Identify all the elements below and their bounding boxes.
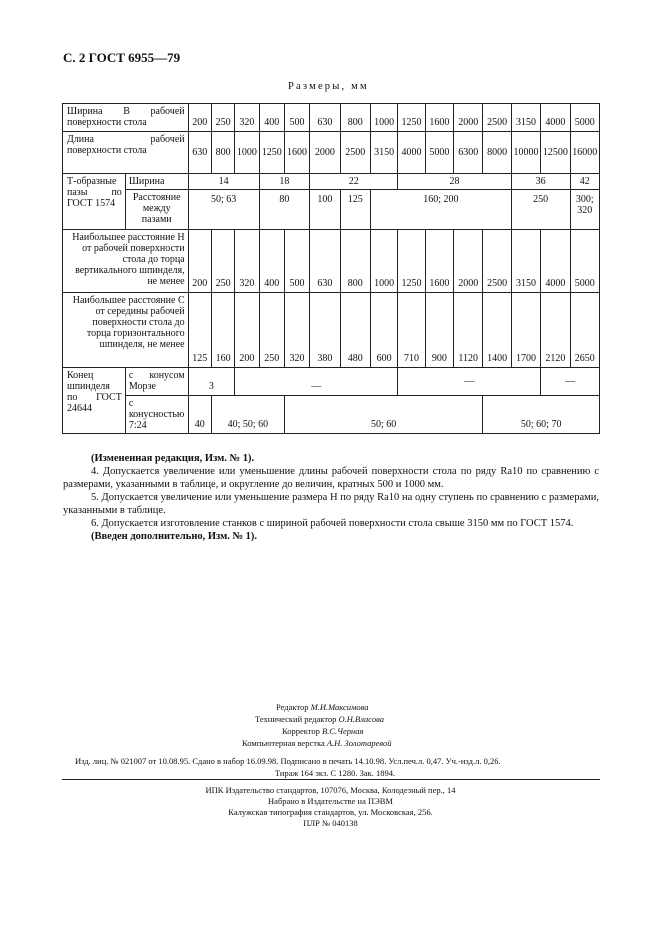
tech-editor-line xyxy=(255,714,384,724)
row-label: Наибольшее расстояние Н от рабочей поверхности стола до торца вертикального шпинделя, не менее xyxy=(63,230,189,293)
table-cell: 250 xyxy=(211,230,234,293)
table-cell: 3150 xyxy=(511,230,540,293)
table-cell: 250 xyxy=(511,190,570,230)
table-cell: 800 xyxy=(340,230,370,293)
table-cell: 200 xyxy=(235,293,259,368)
corrector-label: Корректор xyxy=(282,726,320,736)
footer-line-1: ИПК Издательство стандартов, 107076, Москва, Колодезный пер., 14 xyxy=(205,785,456,795)
table-cell: 400 xyxy=(259,104,284,132)
layout-name: А.Н. Золотаревой xyxy=(326,738,392,748)
table-cell: 1000 xyxy=(370,230,397,293)
editor-label: Редактор xyxy=(276,702,309,712)
table-cell: 600 xyxy=(370,293,397,368)
table-cell: 1120 xyxy=(454,293,483,368)
table-cell: 1600 xyxy=(284,132,309,174)
row-label: Ширина В рабочей поверхности стола xyxy=(63,104,189,132)
notes xyxy=(63,452,599,543)
corrector-name: В.С.Черная xyxy=(322,726,364,736)
clause-5: 5. Допускается увеличение или уменьшение размера Н по ряду Ra10 на одну ступень по сравнению с размерами, указанными в таблице. xyxy=(63,492,599,516)
footer-line-2: Набрано в Издательстве на ПЭВМ xyxy=(268,796,393,806)
table-cell: 710 xyxy=(398,293,425,368)
table-cell: 22 xyxy=(310,174,398,190)
footer-line-4: ПЛР № 040138 xyxy=(303,818,358,828)
tech-editor-name: О.Н.Власова xyxy=(338,714,384,724)
publisher-footer xyxy=(0,785,661,829)
table-cell: 800 xyxy=(211,132,234,174)
row-slot-spacing xyxy=(63,190,600,230)
taper-label: с конусностью 7:24 xyxy=(125,396,188,434)
clause-6: 6. Допускается изготовление станков с шириной рабочей поверхности стола свыше 3150 мм по ГОСТ 1574. xyxy=(91,518,574,529)
table-cell: 1250 xyxy=(259,132,284,174)
table-cell: — xyxy=(235,368,398,396)
row-width xyxy=(63,104,600,132)
dimensions-table xyxy=(62,103,600,434)
row-spindle-morse xyxy=(63,368,600,396)
table-cell: 1400 xyxy=(483,293,511,368)
table-cell: — xyxy=(398,368,541,396)
row-length xyxy=(63,132,600,174)
table-cell: 125 xyxy=(340,190,370,230)
table-cell: 16000 xyxy=(570,132,600,174)
table-cell: 3 xyxy=(188,368,235,396)
table-cell: 1000 xyxy=(370,104,397,132)
clause-4: 4. Допускается увеличение или уменьшение длины рабочей поверхности стола по ряду Ra10 по сравнению с размерами, указанными в таблице, и округление до величин, кратных 500 и 1000 мм. xyxy=(63,466,599,490)
table-cell: 1600 xyxy=(425,104,453,132)
table-cell: 200 xyxy=(188,230,211,293)
table-cell: 2120 xyxy=(541,293,570,368)
table-cell: 160; 200 xyxy=(370,190,511,230)
table-cell: 8000 xyxy=(483,132,511,174)
row-h xyxy=(63,230,600,293)
table-cell: 2000 xyxy=(310,132,340,174)
table-cell: 18 xyxy=(259,174,310,190)
table-cell: 320 xyxy=(235,104,259,132)
table-cell: 250 xyxy=(211,104,234,132)
table-cell: 900 xyxy=(425,293,453,368)
row-label: Длина рабочей поверхности стола xyxy=(63,132,189,174)
table-cell: 1250 xyxy=(398,230,425,293)
table-cell: 630 xyxy=(310,230,340,293)
table-cell: 10000 xyxy=(511,132,540,174)
table-cell: 42 xyxy=(570,174,600,190)
table-cell: 50; 60 xyxy=(284,396,483,434)
page-header: С. 2 ГОСТ 6955—79 xyxy=(63,50,181,65)
publication-line-1: Изд. лиц. № 021007 от 10.08.95. Сдано в набор 16.09.98. Подписано в печать 14.10.98. Усл.печ.л. 0,47. Уч.-изд.л. 0,26. xyxy=(75,756,501,766)
layout-line xyxy=(242,738,391,748)
table-cell: 800 xyxy=(340,104,370,132)
table-cell: 630 xyxy=(310,104,340,132)
table-cell: 500 xyxy=(284,230,309,293)
table-cell: 2000 xyxy=(454,230,483,293)
table-cell: 100 xyxy=(310,190,340,230)
table-cell: 50; 63 xyxy=(188,190,259,230)
table-cell: 12500 xyxy=(541,132,570,174)
table-cell: 50; 60; 70 xyxy=(483,396,600,434)
table-cell: 4000 xyxy=(398,132,425,174)
row-label: Наибольшее расстояние С от середины рабочей поверхности стола до торца горизонтального шпинделя, не менее xyxy=(63,293,189,368)
table-cell: — xyxy=(541,368,600,396)
table-cell: 320 xyxy=(235,230,259,293)
morse-label: с конусом Морзе xyxy=(125,368,188,396)
tech-editor-label: Технический редактор xyxy=(255,714,337,724)
row-spindle-taper xyxy=(63,396,600,434)
table-cell: 5000 xyxy=(570,104,600,132)
table-cell: 1250 xyxy=(398,104,425,132)
table-cell: 1600 xyxy=(425,230,453,293)
slot-width-label: Ширина xyxy=(125,174,188,190)
table-cell: 80 xyxy=(259,190,310,230)
table-cell: 14 xyxy=(188,174,259,190)
table-cell: 5000 xyxy=(570,230,600,293)
table-cell: 300; 320 xyxy=(570,190,600,230)
corrector-line xyxy=(282,726,363,736)
table-cell: 2500 xyxy=(340,132,370,174)
introduced-note: (Введен дополнительно, Изм. № 1). xyxy=(91,531,258,542)
table-cell: 2500 xyxy=(483,230,511,293)
table-cell: 4000 xyxy=(541,104,570,132)
spindle-label: Конец шпинделя по ГОСТ 24644 xyxy=(63,368,126,434)
editor-name: М.И.Максимова xyxy=(310,702,369,712)
table-cell: 400 xyxy=(259,230,284,293)
table-cell: 250 xyxy=(259,293,284,368)
row-c xyxy=(63,293,600,368)
table-cell: 5000 xyxy=(425,132,453,174)
publication-info xyxy=(75,755,595,779)
table-cell: 40 xyxy=(188,396,211,434)
table-cell: 125 xyxy=(188,293,211,368)
table-cell: 4000 xyxy=(541,230,570,293)
table-cell: 200 xyxy=(188,104,211,132)
table-cell: 40; 50; 60 xyxy=(211,396,284,434)
table-cell: 3150 xyxy=(511,104,540,132)
footer-line-3: Калужская типография стандартов, ул. Московская, 256. xyxy=(228,807,433,817)
table-cell: 160 xyxy=(211,293,234,368)
table-cell: 1700 xyxy=(511,293,540,368)
divider xyxy=(62,779,600,780)
table-cell: 2650 xyxy=(570,293,600,368)
editor-line xyxy=(276,702,369,712)
layout-label: Компьютерная верстка xyxy=(242,738,325,748)
table-cell: 1000 xyxy=(235,132,259,174)
amendment-note: (Измененная редакция, Изм. № 1). xyxy=(91,453,255,464)
table-cell: 2500 xyxy=(483,104,511,132)
table-cell: 480 xyxy=(340,293,370,368)
table-cell: 36 xyxy=(511,174,570,190)
table-cell: 6300 xyxy=(454,132,483,174)
row-slot-width xyxy=(63,174,600,190)
table-cell: 500 xyxy=(284,104,309,132)
table-cell: 380 xyxy=(310,293,340,368)
units-caption: Размеры, мм xyxy=(288,81,369,92)
slots-label: Т-образные пазы по ГОСТ 1574 xyxy=(63,174,126,230)
table-cell: 2000 xyxy=(454,104,483,132)
publication-line-2: Тираж 164 экз. С 1280. Зак. 1894. xyxy=(274,768,396,778)
table-cell: 28 xyxy=(398,174,511,190)
slot-spacing-label: Расстояние между пазами xyxy=(125,190,188,230)
table-cell: 320 xyxy=(284,293,309,368)
table-cell: 630 xyxy=(188,132,211,174)
table-cell: 3150 xyxy=(370,132,397,174)
